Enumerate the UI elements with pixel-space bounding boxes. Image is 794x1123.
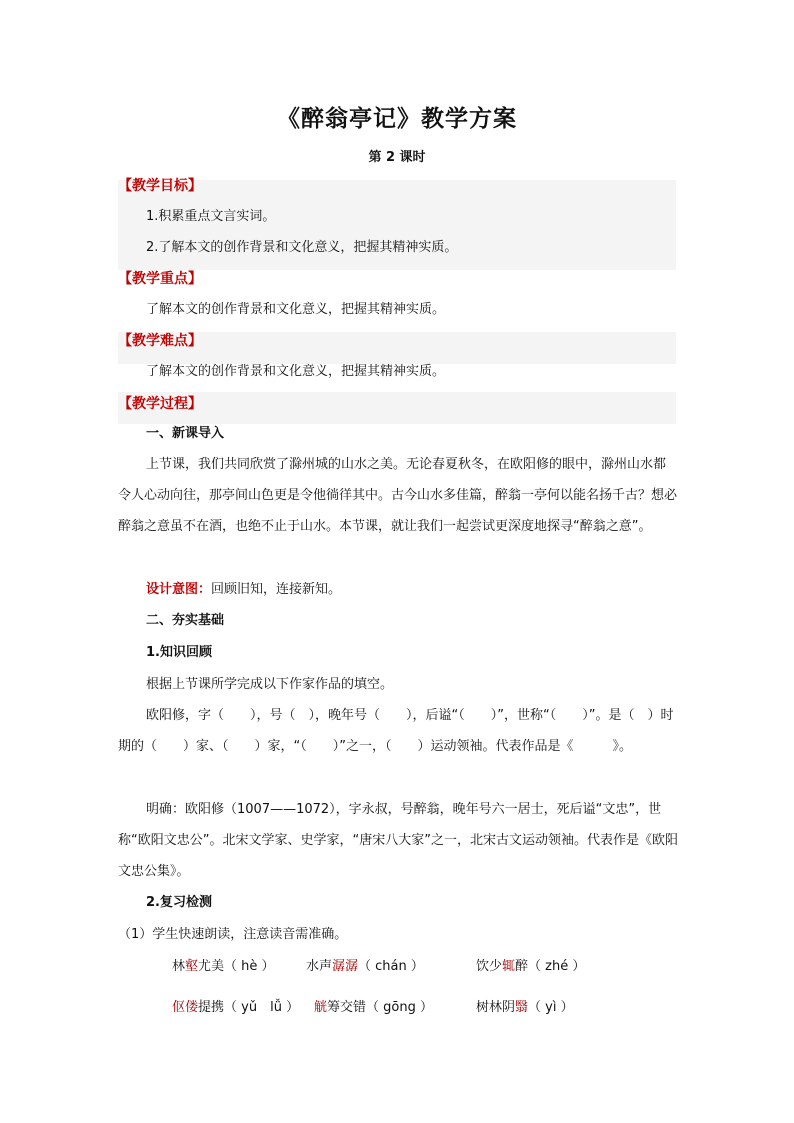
vocab-highlight: 壑 — [185, 959, 199, 974]
vocab-suffix: （ yì ） — [528, 1000, 574, 1015]
vocab-suffix: （ chán ） — [358, 959, 424, 974]
fill-blank-paragraph — [118, 700, 678, 762]
vocab-item — [306, 955, 424, 974]
intro-text: 上节课，我们共同欣赏了滁州城的山水之美。无论春夏秋冬，在欧阳修的眼中，滁州山水都令人心动向往，那亭间山色更是令他徜徉其中。古今山水多佳篇，醉翁一亭何以能名扬千古？想必醉翁之意虽不在酒，也绝不止于山水。本节课，就让我们一起尝试更深度地探寻“醉翁之意”。 — [118, 457, 678, 534]
design-text: 回顾旧知，连接新知。 — [211, 582, 342, 597]
answer-paragraph — [118, 794, 678, 887]
design-intent — [146, 580, 341, 600]
vocab-item — [476, 996, 574, 1015]
vocab-suffix: 尤美（ hè ） — [198, 959, 275, 974]
vocab-item — [476, 955, 585, 974]
answer-text: 明确：欧阳修（1007——1072），字永叔，号醉翁，晚年号六一居士，死后谥“文忠”，世称“欧阳文忠公”。北宋文学家、史学家，“唐宋八大家”之一，北宋古文运动领袖。代表作是《欧阳文忠公集》。 — [118, 802, 678, 879]
vocab-item — [172, 955, 275, 974]
objective-item: 2.了解本文的创作背景和文化意义，把握其精神实质。 — [146, 240, 458, 255]
intro-paragraph — [118, 449, 678, 542]
vocab-prefix: 林 — [172, 959, 186, 974]
vocab-suffix: 筹交错（ gōng ） — [327, 1000, 433, 1015]
objectives-heading: 【教学目标】 — [118, 178, 202, 194]
vocab-prefix: 饮少 — [476, 959, 503, 974]
vocab-prefix: 水声 — [306, 959, 333, 974]
objective-item: 1.积累重点文言实词。 — [146, 209, 276, 224]
sub2-instruction: （1）学生快速朗读，注意读音需准确。 — [118, 927, 348, 942]
vocab-highlight: 翳 — [515, 1000, 529, 1015]
vocab-highlight: 伛偻 — [172, 1000, 199, 1015]
design-label: 设计意图： — [146, 582, 212, 597]
vocab-highlight: 辄 — [502, 959, 516, 974]
vocab-prefix: 树林阴 — [476, 1000, 516, 1015]
section1-title: 一、新课导入 — [146, 426, 225, 441]
keypoints-heading: 【教学重点】 — [118, 271, 202, 287]
difficulties-heading: 【教学难点】 — [118, 333, 202, 349]
difficulties-text: 了解本文的创作背景和文化意义，把握其精神实质。 — [146, 364, 446, 379]
vocab-item — [172, 996, 299, 1015]
sub2-title: 2.复习检测 — [146, 895, 212, 910]
sub1-instruction: 根据上节课所学完成以下作家作品的填空。 — [146, 677, 394, 692]
lesson-number: 第 2 课时 — [368, 150, 426, 165]
fill-blank-text: 欧阳修，字（ ），号（ ），晚年号（ ），后谥“（ ）”，世称“（ ）”。是（ ）时期的（ ）家、（ ）家，“（ ）”之一，（ ）运动领袖。代表作品是《 》。 — [118, 708, 674, 754]
vocab-highlight: 觥 — [314, 1000, 328, 1015]
document-title: 《醉翁亭记》教学方案 — [277, 105, 517, 132]
process-heading: 【教学过程】 — [118, 396, 202, 412]
vocab-highlight: 潺潺 — [332, 959, 359, 974]
vocab-suffix: 提携（ yǔ lǚ ） — [198, 1000, 300, 1015]
sub1-title: 1.知识回顾 — [146, 645, 212, 660]
vocab-item — [314, 996, 433, 1015]
section2-title: 二、夯实基础 — [146, 613, 225, 628]
vocab-suffix: 醉（ zhé ） — [515, 959, 586, 974]
keypoints-text: 了解本文的创作背景和文化意义，把握其精神实质。 — [146, 302, 446, 317]
